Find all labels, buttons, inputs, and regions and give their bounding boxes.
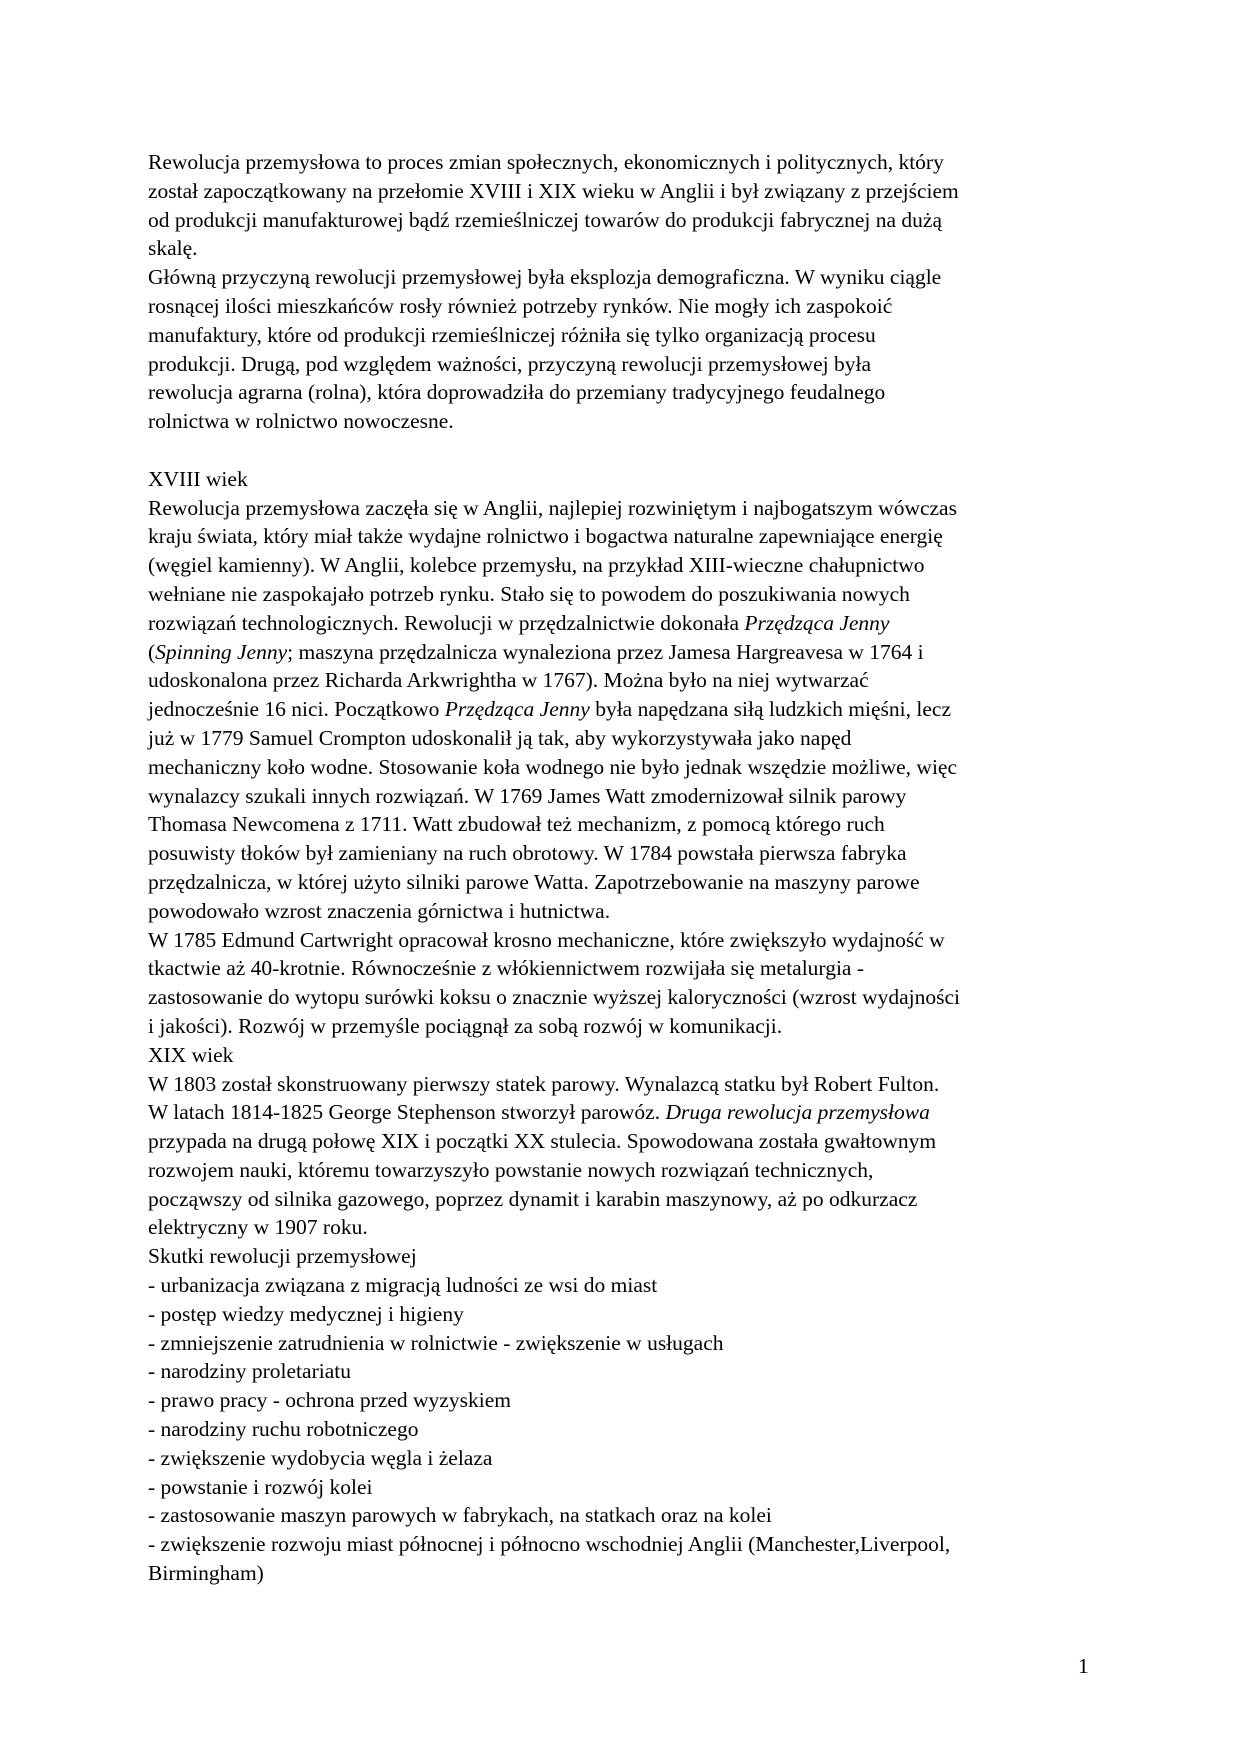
text-span: ; maszyna przędzalnicza wynaleziona przez Jamesa Hargreavesa w 1764 i bbox=[287, 639, 924, 664]
list-item: - postęp wiedzy medycznej i higieny bbox=[148, 1301, 464, 1326]
section-19th-century bbox=[148, 1041, 1094, 1243]
page-number: 1 bbox=[1078, 1654, 1089, 1678]
italic-term: Spinning Jenny bbox=[155, 639, 288, 664]
text-line: już w 1779 Samuel Crompton udoskonalił ją tak, aby wykorzystywała jako napęd bbox=[148, 725, 852, 750]
text-line: został zapoczątkowany na przełomie XVIII i XIX wieku w Anglii i był związany z przejściem bbox=[148, 178, 959, 203]
text-line: posuwisty tłoków był zamieniany na ruch obrotowy. W 1784 powstała pierwsza fabryka bbox=[148, 841, 907, 866]
text-span: była napędzana siłą ludzkich mięśni, lecz bbox=[589, 697, 951, 722]
text-span: rozwiązań technologicznych. Rewolucji w przędzalnictwie dokonała bbox=[148, 610, 745, 635]
text-line: przędzalnicza, w której użyto silniki parowe Watta. Zapotrzebowanie na maszyny parowe bbox=[148, 869, 920, 894]
text-line: rolnictwa w rolnictwo nowoczesne. bbox=[148, 409, 454, 434]
text-line: Rewolucja przemysłowa zaczęła się w Anglii, najlepiej rozwiniętym i najbogatszym wówczas bbox=[148, 495, 957, 520]
text-line bbox=[148, 609, 1094, 638]
text-line: począwszy od silnika gazowego, poprzez dynamit i karabin maszynowy, aż po odkurzacz bbox=[148, 1186, 918, 1211]
list-item: - zastosowanie maszyn parowych w fabrykach, na statkach oraz na kolei bbox=[148, 1503, 772, 1528]
text-line: powodowało wzrost znaczenia górnictwa i hutnictwa. bbox=[148, 898, 611, 923]
list-item: - zwiększenie wydobycia węgla i żelaza bbox=[148, 1445, 493, 1470]
text-span: jednocześnie 16 nici. Początkowo bbox=[148, 697, 445, 722]
text-span: W latach 1814-1825 George Stephenson stworzył parowóz. bbox=[148, 1100, 666, 1125]
blank-line bbox=[148, 436, 1094, 465]
text-line: udoskonalona przez Richarda Arkwrightha w 1767). Można było na niej wytwarzać bbox=[148, 668, 869, 693]
italic-term: Przędząca Jenny bbox=[444, 697, 590, 722]
section-heading: XIX wiek bbox=[148, 1042, 234, 1067]
section-heading: Skutki rewolucji przemysłowej bbox=[148, 1244, 417, 1269]
text-line: zastosowanie do wytopu surówki koksu o znacznie wyższej kaloryczności (wzrost wydajności bbox=[148, 985, 961, 1010]
text-line: i jakości). Rozwój w przemyśle pociągnął za sobą rozwój w komunikacji. bbox=[148, 1013, 783, 1038]
list-item: - urbanizacja związana z migracją ludności ze wsi do miast bbox=[148, 1273, 658, 1298]
list-item: - zwiększenie rozwoju miast północnej i północno wschodniej Anglii (Manchester,Liverpool, bbox=[148, 1532, 951, 1557]
text-line: tkactwie aż 40-krotnie. Równocześnie z włókiennictwem rozwijała się metalurgia - bbox=[148, 956, 865, 981]
text-line: Thomasa Newcomena z 1711. Watt zbudował też mechanizm, z pomocą którego ruch bbox=[148, 812, 885, 837]
text-line: od produkcji manufakturowej bądź rzemieślniczej towarów do produkcji fabrycznej na dużą bbox=[148, 207, 942, 232]
list-item: - powstanie i rozwój kolei bbox=[148, 1474, 373, 1499]
text-span: ( bbox=[148, 639, 156, 664]
list-item: - prawo pracy - ochrona przed wyzyskiem bbox=[148, 1388, 511, 1413]
text-line: mechaniczny koło wodne. Stosowanie koła wodnego nie było jednak wszędzie możliwe, więc bbox=[148, 754, 958, 779]
list-item: Birmingham) bbox=[148, 1561, 264, 1586]
text-line: elektryczny w 1907 roku. bbox=[148, 1215, 368, 1240]
text-line: rosnącej ilości mieszkańców rosły również potrzeby rynków. Nie mogły ich zaspokoić bbox=[148, 293, 893, 318]
text-line: produkcji. Drugą, pod względem ważności, przyczyną rewolucji przemysłowej była bbox=[148, 351, 871, 376]
text-line: Główną przyczyną rewolucji przemysłowej była eksplozja demograficzna. W wyniku ciągle bbox=[148, 265, 942, 290]
document-page bbox=[148, 148, 1094, 1588]
list-item: - narodziny proletariatu bbox=[148, 1359, 351, 1384]
text-line: (węgiel kamienny). W Anglii, kolebce przemysłu, na przykład XIII-wieczne chałupnictwo bbox=[148, 553, 925, 578]
italic-term: Przędząca Jenny bbox=[744, 610, 890, 635]
text-line: kraju świata, który miał także wydajne rolnictwo i bogactwa naturalne zapewniające energię bbox=[148, 524, 943, 549]
section-heading: XVIII wiek bbox=[148, 466, 248, 491]
text-line bbox=[148, 1098, 1094, 1127]
text-line: rozwojem nauki, któremu towarzyszyło powstanie nowych rozwiązań technicznych, bbox=[148, 1157, 874, 1182]
effects-section bbox=[148, 1242, 1094, 1588]
text-line bbox=[148, 638, 1094, 667]
list-item: - zmniejszenie zatrudnienia w rolnictwie - zwiększenie w usługach bbox=[148, 1330, 724, 1355]
section-18th-century bbox=[148, 465, 1094, 1041]
italic-term: Druga rewolucja przemysłowa bbox=[665, 1100, 930, 1125]
text-line: wełniane nie zaspokajało potrzeb rynku. Stało się to powodem do poszukiwania nowych bbox=[148, 581, 910, 606]
text-line: przypada na drugą połowę XIX i początki XX stulecia. Spowodowana została gwałtownym bbox=[148, 1129, 937, 1154]
text-line: W 1803 został skonstruowany pierwszy statek parowy. Wynalazcą statku był Robert Fulton. bbox=[148, 1071, 940, 1096]
text-line: Rewolucja przemysłowa to proces zmian społecznych, ekonomicznych i politycznych, który bbox=[148, 150, 944, 174]
text-line bbox=[148, 695, 1094, 724]
text-line: skalę. bbox=[148, 236, 198, 261]
intro-paragraph bbox=[148, 148, 1094, 436]
text-line: manufaktury, które od produkcji rzemieślniczej różniła się tylko organizacją procesu bbox=[148, 322, 876, 347]
text-line: wynalazcy szukali innych rozwiązań. W 1769 James Watt zmodernizował silnik parowy bbox=[148, 783, 907, 808]
list-item: - narodziny ruchu robotniczego bbox=[148, 1417, 419, 1442]
text-line: W 1785 Edmund Cartwright opracował krosno mechaniczne, które zwiększyło wydajność w bbox=[148, 927, 945, 952]
text-line: rewolucja agrarna (rolna), która doprowadziła do przemiany tradycyjnego feudalnego bbox=[148, 380, 886, 405]
